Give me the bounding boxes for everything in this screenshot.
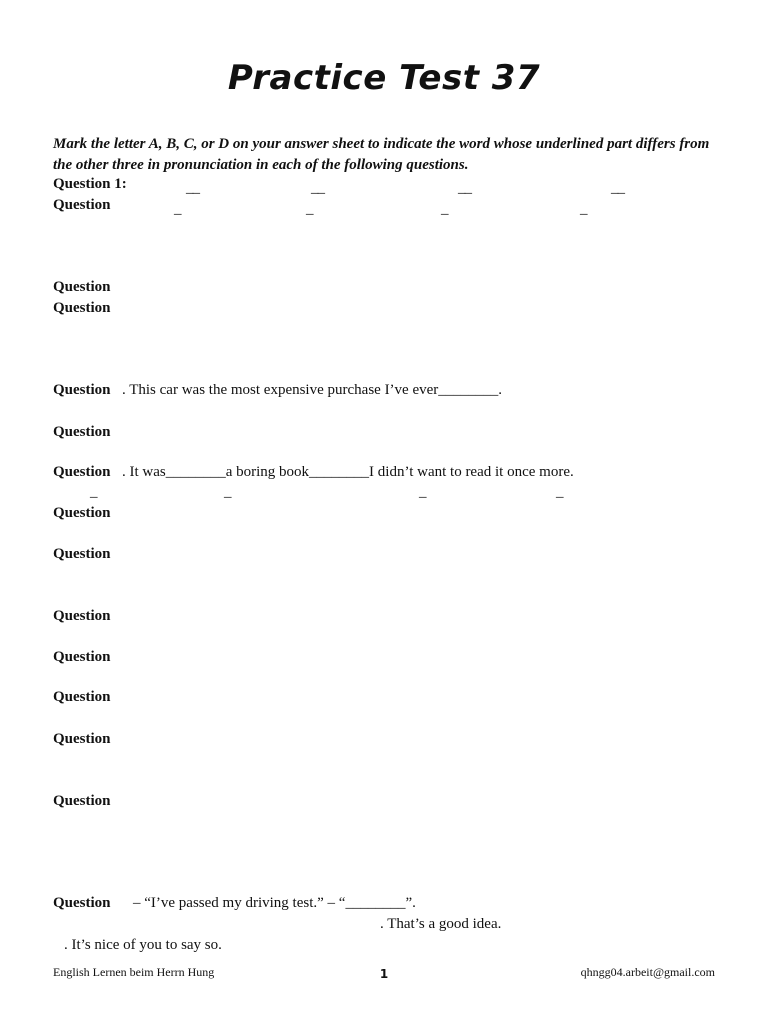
question-text: . It was________a boring book________I didn’t want to read it once more. (122, 464, 574, 480)
option-d-mark: _ (580, 201, 587, 217)
option-d-mark: _ (556, 484, 563, 500)
option-b-blank: __ (311, 180, 324, 196)
option-a-mark: _ (90, 484, 97, 500)
answer-option: . That’s a good idea. (380, 916, 502, 932)
question-label: Question (53, 424, 111, 440)
footer-email: qhngg04.arbeit@gmail.com (580, 965, 715, 979)
question-text: . This car was the most expensive purchase I’ve ever________. (122, 382, 503, 398)
option-b-mark: _ (224, 484, 231, 500)
answer-option: . It’s nice of you to say so. (64, 937, 222, 953)
option-d-blank: __ (611, 180, 624, 196)
question-label: Question (53, 689, 111, 705)
question-label: Question (53, 382, 111, 398)
footer-left-text: English Lernen beim Herrn Hung (53, 965, 215, 979)
option-a-mark: _ (174, 201, 181, 217)
option-a-blank: __ (186, 180, 199, 196)
instructions: Mark the letter A, B, C, or D on your answer sheet to indicate the word whose underlined part differs from the other three in pronunciation in each of the following questions. (53, 136, 710, 173)
question-label: Question (53, 546, 111, 562)
question-label: Question (53, 649, 111, 665)
question-text: – “I’ve passed my driving test.” – “________”. (133, 895, 416, 911)
question-label: Question (53, 279, 111, 295)
question-label: Question (53, 505, 111, 521)
question-2-label: Question (53, 197, 111, 213)
option-b-mark: _ (306, 201, 313, 217)
question-label: Question (53, 464, 111, 480)
question-label: Question (53, 731, 111, 747)
option-c-mark: _ (441, 201, 448, 217)
question-label: Question (53, 793, 111, 809)
option-c-mark: _ (419, 484, 426, 500)
question-label: Question (53, 608, 111, 624)
question-label: Question (53, 895, 111, 911)
page-number: 1 (379, 967, 389, 981)
question-1-label: Question 1: (53, 176, 127, 192)
question-label: Question (53, 300, 111, 316)
option-c-blank: __ (458, 180, 471, 196)
page-title: Practice Test 37 (227, 58, 541, 98)
